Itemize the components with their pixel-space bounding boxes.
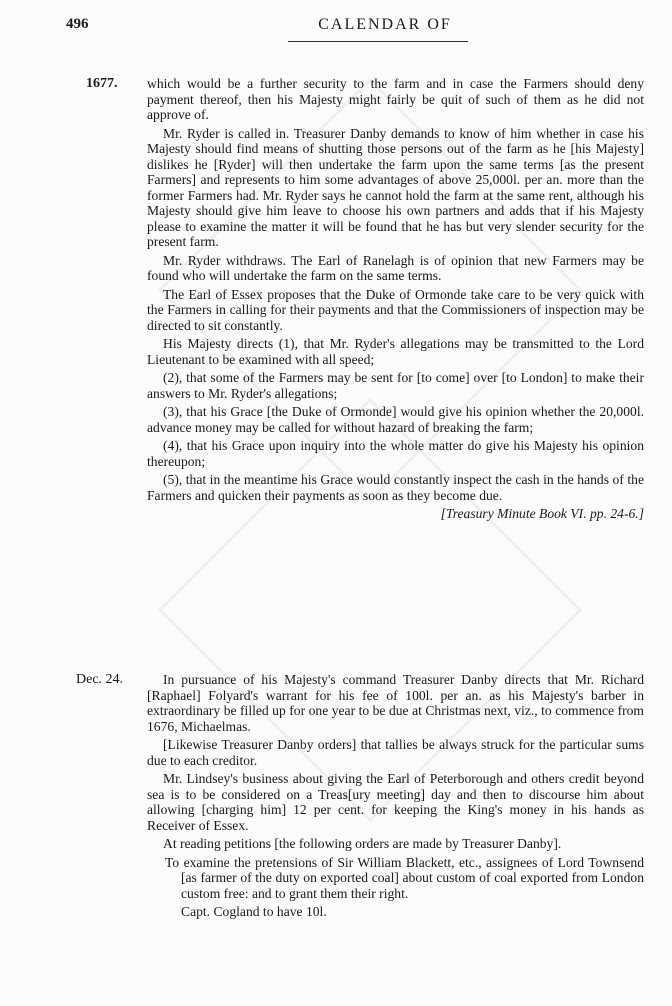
paragraph: (4), that his Grace upon inquiry into the whole matter do give his Majesty his opinion thereupon; [147,438,644,469]
entry-section-2 [147,672,644,923]
paragraph: Mr. Lindsey's business about giving the Earl of Peterborough and others credit beyond sea is to be considered on a Treas[ury meeting] day and then to discourse him about allowing [charging him] 12 per cent. for keeping the King's money in his hands as Receiver of Essex. [147,771,644,833]
entry-section-1 [147,76,644,525]
paragraph: His Majesty directs (1), that Mr. Ryder's allegations may be transmitted to the Lord Lieutenant to be examined with all speed; [147,336,644,367]
paragraph: (3), that his Grace [the Duke of Ormonde] would give his opinion whether the 20,000l. advance money may be called for without hazard of breaking the farm; [147,404,644,435]
header-rule [288,41,468,42]
paragraph: Mr. Ryder withdraws. The Earl of Ranelagh is of opinion that new Farmers may be found who will undertake the farm on the same terms. [147,252,644,283]
paragraph: Mr. Ryder is called in. Treasurer Danby demands to know of him whether in case his Majesty should find means of shutting those persons out of the farm as he [his Majesty] dislikes he [Ryder] will then undertake the farm upon the same terms [as the present Farmers] and represents to him some advantages of above 25,000l. per an. more than the former Farmers had. Mr. Ryder says he cannot hold the farm at the same rent, although his Majesty should give him leave to choose his own partners and adds that if his Majesty please to examine the matter it will be found that he has but very slender security for the present farm. [147,125,644,249]
paragraph: (5), that in the meantime his Grace would constantly inspect the cash in the hands of the Farmers and quicken their payments as soon as they become due. [147,472,644,503]
paragraph: Capt. Cogland to have 10l. [181,904,327,919]
page-number: 496 [66,16,89,32]
paragraph: (2), that some of the Farmers may be sent for [to come] over [to London] to make their answers to Mr. Ryder's allegations; [147,370,644,401]
paragraph: which would be a further security to the farm and in case the Farmers should deny payment thereof, then his Majesty might fairly be quit of such of them as he did not approve of. [147,76,644,122]
paragraph: In pursuance of his Majesty's command Treasurer Danby directs that Mr. Richard [Raphael] Folyard's warrant for his fee of 100l. per an. as his Majesty's barber in extraordinary be filled up for one year to be due at Christmas next, viz., to commence from 1676, Michaelmas. [147,672,644,734]
running-title: CALENDAR OF [318,16,452,33]
source-reference: [Treasury Minute Book VI. pp. 24-6.] [440,506,644,521]
paragraph: The Earl of Essex proposes that the Duke of Ormonde take care to be very quick with the Farmers in calling for their payments and that the Commissioners of inspection may be directed to sit constantly. [147,286,644,333]
margin-year: 1677. [86,76,118,91]
margin-date: Dec. 24. [76,672,124,687]
paragraph: [Likewise Treasurer Danby orders] that tallies be always struck for the particular sums due to each creditor. [147,737,644,768]
paragraph: To examine the pretensions of Sir William Blackett, etc., assignees of Lord Townsend [as farmer of the duty on exported coal] about custom of coal exported from London custom free: and to grant them their right. [165,854,644,901]
paragraph: At reading petitions [the following orders are made by Treasurer Danby]. [163,836,562,851]
page-header [0,12,672,52]
